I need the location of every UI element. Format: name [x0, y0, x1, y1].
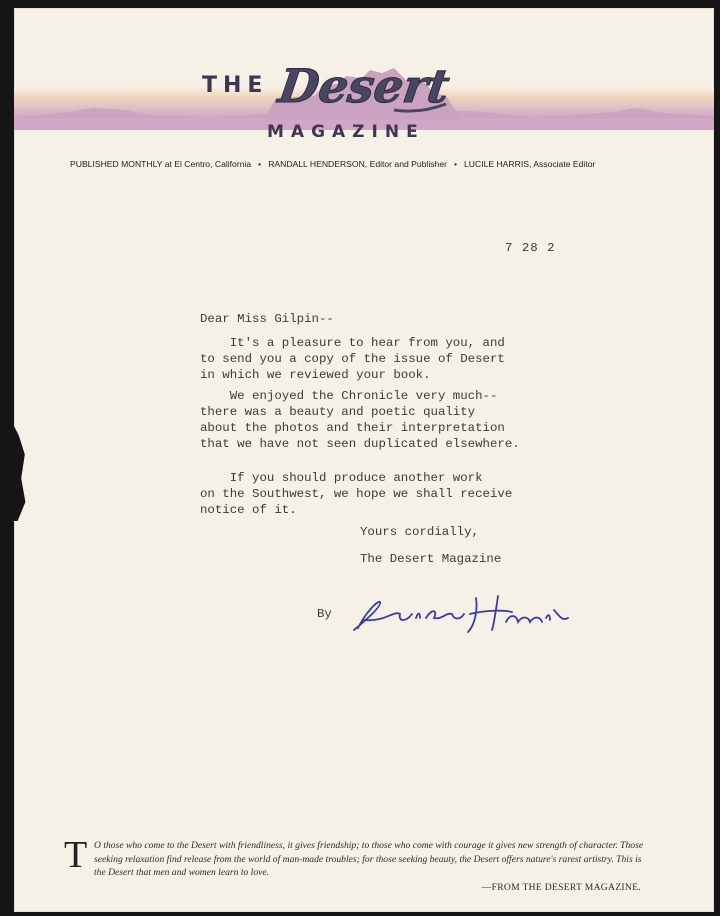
paragraph-2: We enjoyed the Chronicle very much-- there was a beauty and poetic quality about the photos and their interpretation that we have not seen duplicated elsewhere.: [200, 389, 520, 451]
desert-wordmark: Desert: [275, 59, 453, 113]
associate-editor-info: LUCILE HARRIS, Associate Editor: [464, 159, 596, 169]
footer-credit: —FROM THE DESERT MAGAZINE.: [481, 882, 641, 893]
company-name: The Desert Magazine: [360, 552, 502, 566]
publisher-line: PUBLISHED MONTHLY at El Centro, California • RANDALL HENDERSON, Editor and Publisher • LUCILE HARRIS, Associate Editor: [70, 159, 596, 169]
letterhead-the: THE: [202, 73, 269, 98]
salutation: Dear Miss Gilpin--: [200, 312, 334, 326]
paragraph-1: It's a pleasure to hear from you, and to send you a copy of the issue of Desert in which we reviewed your book.: [200, 336, 505, 382]
editor-info: RANDALL HENDERSON, Editor and Publisher: [268, 159, 447, 169]
letterhead-magazine: MAGAZINE: [267, 122, 425, 142]
handwritten-signature: [336, 588, 576, 638]
letter-page: [14, 8, 714, 912]
closing: Yours cordially,: [360, 525, 479, 539]
published-info: PUBLISHED MONTHLY at El Centro, California: [70, 159, 252, 169]
by-label: By: [317, 607, 332, 621]
paragraph-3: If you should produce another work on the Southwest, we hope we shall receive notice of it.: [200, 471, 513, 517]
torn-edge: [14, 426, 26, 521]
footer-drop-cap: T: [64, 834, 88, 876]
footer-quote: O those who come to the Desert with friendliness, it gives friendship; to those who come with courage it gives new strength of character. Those seeking relaxation find release from the world of man-made troubles; for those seeking beauty, the Desert offers nature's rarest artistry. This is the Desert that men and women learn to love.: [94, 840, 644, 878]
letter-date: 7 28 2: [505, 241, 556, 255]
